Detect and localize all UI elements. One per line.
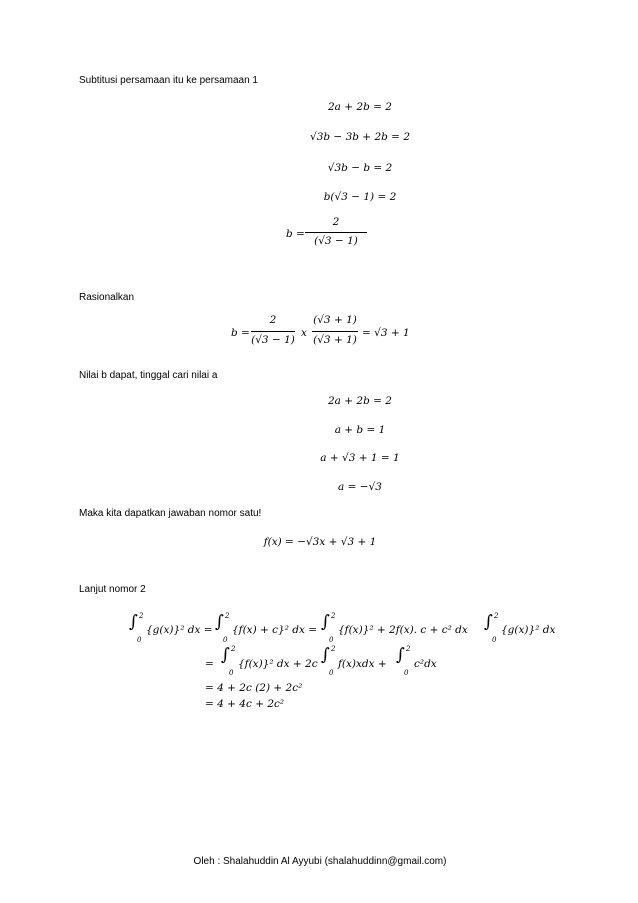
- integral-lower-limit: 0: [137, 636, 142, 644]
- row-3: = 4 + 2c (2) + 2c²: [205, 682, 303, 694]
- integral-2-body: {f(x) + c}² dx =: [232, 624, 318, 636]
- integral-lower-limit: 0: [404, 669, 409, 677]
- equation-answer-f: f(x) = −√3x + √3 + 1: [263, 536, 377, 548]
- fraction-bar: [312, 331, 358, 332]
- rational-denominator-1: (√3 − 1): [251, 334, 295, 346]
- row-4: = 4 + 4c + 2c²: [205, 698, 285, 710]
- integral-lower-limit: 0: [223, 636, 228, 644]
- equation-9: a = −√3: [338, 481, 382, 493]
- integral-upper-limit: 2: [494, 612, 499, 620]
- integral-upper-limit: 2: [331, 645, 336, 653]
- integral-3-body: {f(x)}² + 2f(x). c + c² dx: [338, 624, 468, 636]
- equation-3: √3b − b = 2: [327, 162, 393, 174]
- integral-1-body: {g(x)}² dx =: [146, 624, 213, 636]
- equation-6: 2a + 2b = 2: [328, 395, 392, 407]
- integral-upper-limit: 2: [406, 645, 411, 653]
- integral-upper-limit: 2: [139, 612, 144, 620]
- integral-sign: ∫: [321, 612, 330, 632]
- integral-lower-limit: 0: [229, 669, 234, 677]
- integral-upper-limit: 2: [331, 612, 336, 620]
- equation-4: b(√3 − 1) = 2: [323, 191, 397, 203]
- fraction-bar: [305, 232, 367, 233]
- fraction-bar: [251, 331, 295, 332]
- rational-numerator-1: 2: [269, 314, 277, 326]
- rational-numerator-2: (√3 + 1): [313, 314, 357, 326]
- paragraph-find-a: Nilai b dapat, tinggal cari nilai a: [79, 370, 218, 381]
- rational-result: = √3 + 1: [362, 327, 410, 339]
- integral-upper-limit: 2: [225, 612, 230, 620]
- integral-sign: ∫: [221, 645, 230, 665]
- rational-denominator-2: (√3 + 1): [313, 334, 357, 346]
- paragraph-rationalize: Rasionalkan: [79, 292, 135, 303]
- integral-sign: ∫: [215, 612, 224, 632]
- equation-5-numerator: 2: [332, 216, 340, 228]
- row-2-equals: =: [205, 658, 214, 670]
- integral-4-body: {g(x)}² dx: [501, 624, 556, 636]
- row-2-term-c: c²dx: [414, 658, 437, 670]
- equation-2: √3b − 3b + 2b = 2: [310, 131, 410, 143]
- row-2-term-b: f(x)xdx +: [338, 658, 387, 670]
- rational-times: x: [301, 327, 307, 339]
- paragraph-substitution: Subtitusi persamaan itu ke persamaan 1: [79, 75, 258, 86]
- paragraph-answer-one: Maka kita dapatkan jawaban nomor satu!: [79, 508, 262, 519]
- integral-sign: ∫: [396, 645, 405, 665]
- integral-sign: ∫: [484, 612, 493, 632]
- equation-7: a + b = 1: [334, 424, 386, 436]
- integral-lower-limit: 0: [492, 636, 497, 644]
- equation-8: a + √3 + 1 = 1: [320, 452, 400, 464]
- equation-5-lhs: b =: [286, 228, 305, 240]
- footer-author: Oleh : Shalahuddin Al Ayyubi (shalahuddinn@gmail.com): [193, 856, 447, 867]
- integral-sign: ∫: [321, 645, 330, 665]
- equation-1: 2a + 2b = 2: [328, 101, 392, 113]
- integral-sign: ∫: [129, 612, 138, 632]
- rational-lhs: b =: [231, 327, 250, 339]
- equation-5-denominator: (√3 − 1): [314, 235, 358, 247]
- integral-lower-limit: 0: [329, 636, 334, 644]
- integral-upper-limit: 2: [231, 645, 236, 653]
- integral-lower-limit: 0: [329, 669, 334, 677]
- row-2-term-a: {f(x)}² dx + 2c: [238, 658, 318, 670]
- paragraph-number-two: Lanjut nomor 2: [79, 584, 146, 595]
